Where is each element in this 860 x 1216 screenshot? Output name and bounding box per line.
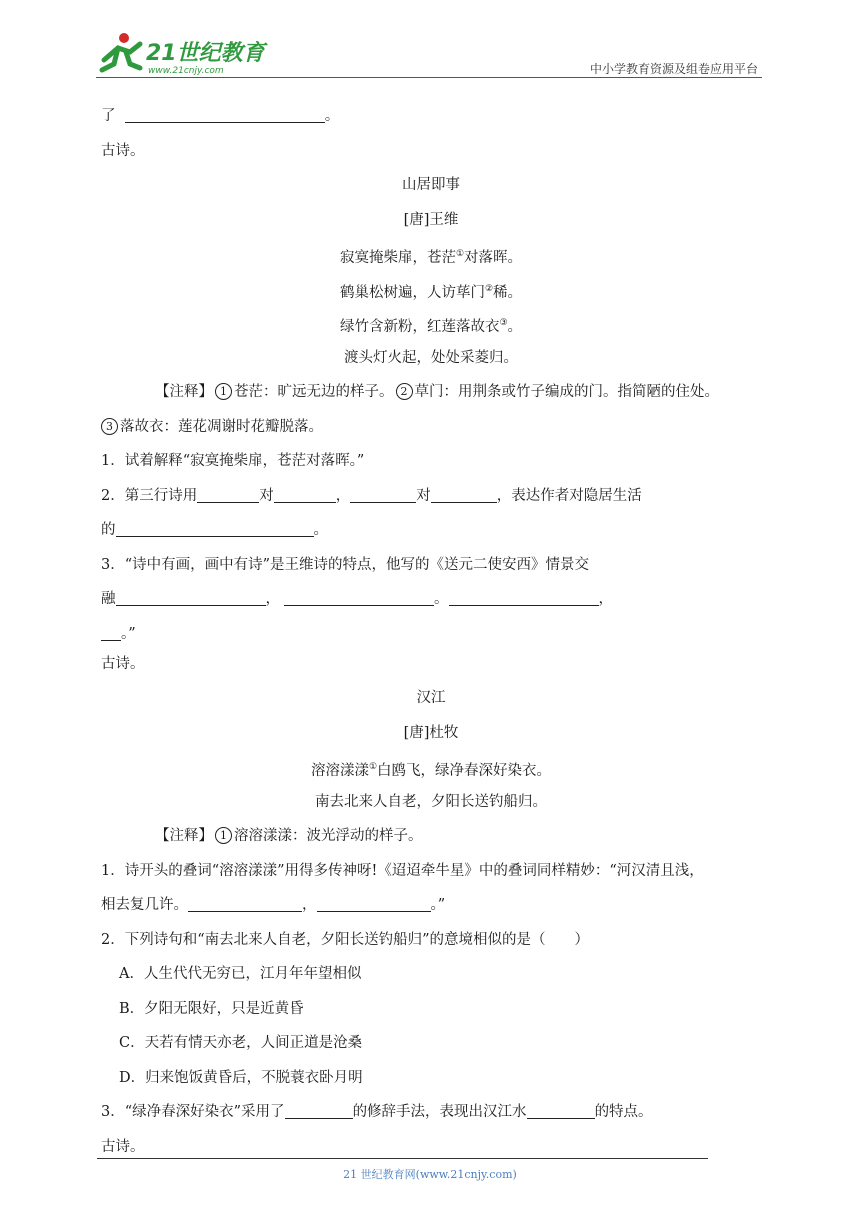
answer-blank[interactable] [317,894,431,912]
question-3-cont: 融 ， 。 ， [101,586,761,621]
section-label: 古诗。 [101,142,145,159]
question-1: 1．试着解释“寂寞掩柴扉，苍茫对落晖。” [101,453,365,469]
answer-blank[interactable] [285,1101,353,1119]
answer-blank[interactable] [274,485,336,503]
poem-notes: 【注释】 1 溶溶漾漾：波光浮动的样子。 [155,828,423,844]
poem-line: 溶溶漾漾①白鸥飞，绿净春深好染衣。 [310,762,552,779]
footer-text: 21 世纪教育网(www.21cnjy.com) [343,1168,517,1181]
section-label: 古诗。 [101,655,145,672]
question-3: 3．“绿净春深好染衣”采用了 的修辞手法，表现出汉江水 的特点。 [101,1099,761,1134]
logo-21cnjy [96,30,276,76]
poem-line: 南去北来人自老，夕阳长送钓船归。 [315,793,547,810]
logo-head-icon [119,33,129,43]
question-3-end: 。” [101,621,761,651]
option-b[interactable]: B．夕阳无限好，只是近黄昏 [119,1000,304,1017]
section-label: 古诗。 [101,1138,145,1155]
answer-blank[interactable] [197,485,259,503]
answer-blank[interactable] [527,1101,595,1119]
poem-line: 鹤巢松树遍，人访荜门②稀。 [339,283,523,301]
answer-blank[interactable] [116,588,266,606]
top-line: 了 。 [101,103,761,138]
answer-blank[interactable] [125,105,325,123]
answer-blank[interactable] [116,519,314,537]
poem-title: 山居即事 [402,177,460,193]
question-3: 3．“诗中有画，画中有诗”是王维诗的特点，他写的《送元二使安西》情景交 [101,556,590,573]
option-d[interactable]: D．归来饱饭黄昏后，不脱蓑衣卧月明 [119,1069,363,1086]
footer-divider [97,1158,708,1159]
poem-title: 汉江 [416,690,446,706]
answer-blank[interactable] [101,623,121,641]
poem-notes-cont: 3 落故衣：莲花凋谢时花瓣脱落。 [101,414,761,449]
question-2: 2．第三行诗用 对 ， 对 ，表达作者对隐居生活 [101,483,761,518]
page-header [96,30,762,78]
poem-author: [唐]王维 [403,211,459,228]
question-1-cont: 相去复几许。 ， 。” [101,892,761,927]
document-body [101,103,761,1168]
answer-blank[interactable] [449,588,599,606]
question-1: 1．诗开头的叠词“溶溶漾漾”用得多传神呀!《迢迢牵牛星》中的叠词同样精妙：“河汉清且浅， [101,862,704,879]
answer-blank[interactable] [350,485,416,503]
option-a[interactable]: A．人生代代无穷已，江月年年望相似 [119,966,362,982]
header-tagline: 中小学教育资源及组卷应用平台 [589,62,758,76]
poem-notes: 【注释】 1 苍茫：旷远无边的样子。 2 草门：用荆条或竹子编成的门。指简陋的住处。 [155,384,719,400]
answer-blank[interactable] [431,485,497,503]
logo-text: 21世纪教育 [146,41,265,66]
question-2: 2．下列诗句和“南去北来人自老，夕阳长送钓船归”的意境相似的是（ ） [101,931,590,948]
answer-blank[interactable] [188,894,302,912]
option-c[interactable]: C．天若有情天亦老，人间正道是沧桑 [119,1035,363,1051]
logo-url: www.21cnjy.com [148,66,224,76]
poem-line: 绿竹含新粉，红莲落故衣③。 [339,318,523,335]
question-2-cont: 的 。 [101,517,761,552]
header-divider [96,77,762,78]
poem-line: 寂寞掩柴扉，苍茫①对落晖。 [339,249,523,266]
poem-author: [唐]杜牧 [403,724,459,741]
poem-line: 渡头灯火起，处处采菱归。 [344,349,518,366]
answer-blank[interactable] [284,588,434,606]
